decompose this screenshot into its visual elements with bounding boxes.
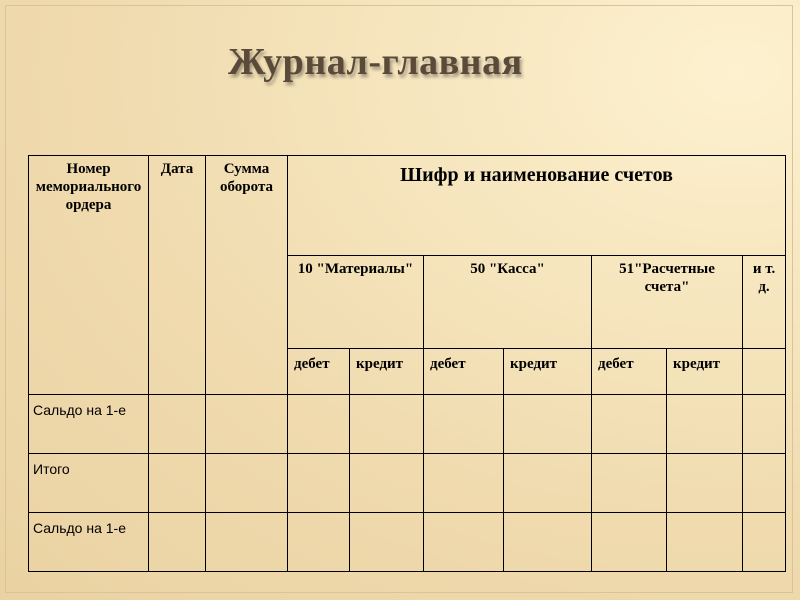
credit-cash: кредит xyxy=(504,349,592,395)
etc-empty xyxy=(743,349,786,395)
table-row xyxy=(29,395,786,454)
account-cash: 50 "Касса" xyxy=(424,256,592,349)
table-cell xyxy=(288,513,350,572)
table-row xyxy=(29,454,786,513)
row-label: Сальдо на 1-е xyxy=(29,395,149,454)
row-label: Сальдо на 1-е xyxy=(29,513,149,572)
table-cell xyxy=(667,513,743,572)
header-number: Номер мемориального ордера xyxy=(29,156,149,395)
table-cell xyxy=(424,454,504,513)
header-row xyxy=(29,156,786,256)
table-cell xyxy=(504,454,592,513)
table-cell xyxy=(592,395,667,454)
row-label: Итого xyxy=(29,454,149,513)
table-cell xyxy=(288,454,350,513)
debit-settlement: дебет xyxy=(592,349,667,395)
account-etc: и т. д. xyxy=(743,256,786,349)
journal-table xyxy=(28,155,786,572)
table-cell xyxy=(206,513,288,572)
header-accounts: Шифр и наименование счетов xyxy=(288,156,786,256)
table-cell xyxy=(592,513,667,572)
header-sum: Сумма оборота xyxy=(206,156,288,395)
debit-materials: дебет xyxy=(288,349,350,395)
table-cell xyxy=(149,395,206,454)
account-settlement: 51"Расчетные счета" xyxy=(592,256,743,349)
account-materials: 10 "Материалы" xyxy=(288,256,424,349)
debit-cash: дебет xyxy=(424,349,504,395)
table-cell xyxy=(504,513,592,572)
header-date: Дата xyxy=(149,156,206,395)
credit-materials: кредит xyxy=(350,349,424,395)
table-cell xyxy=(206,395,288,454)
table-cell xyxy=(206,454,288,513)
credit-settlement: кредит xyxy=(667,349,743,395)
table-cell xyxy=(424,395,504,454)
table-cell xyxy=(288,395,350,454)
table-cell xyxy=(350,454,424,513)
table-cell xyxy=(504,395,592,454)
table-cell xyxy=(149,513,206,572)
table-cell xyxy=(743,454,786,513)
table-cell xyxy=(424,513,504,572)
table-cell xyxy=(350,513,424,572)
table-cell xyxy=(350,395,424,454)
page-title: Журнал-главная xyxy=(228,41,523,83)
table-cell xyxy=(743,395,786,454)
table-cell xyxy=(667,395,743,454)
table-cell xyxy=(743,513,786,572)
table-cell xyxy=(667,454,743,513)
table-cell xyxy=(149,454,206,513)
table-row xyxy=(29,513,786,572)
table-cell xyxy=(592,454,667,513)
